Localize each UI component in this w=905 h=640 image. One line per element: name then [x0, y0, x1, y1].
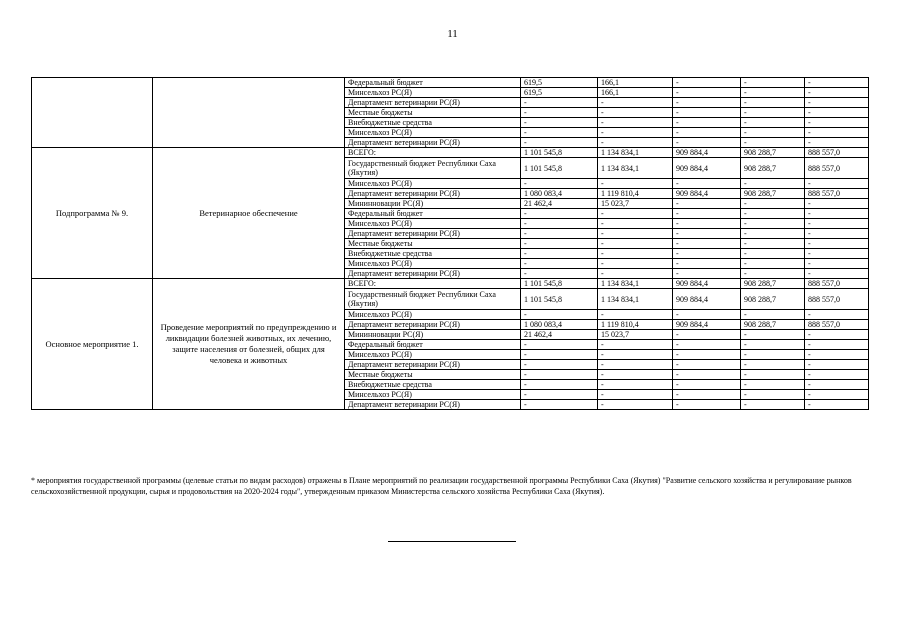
funding-source-cell: Федеральный бюджет — [345, 340, 521, 350]
value-cell: - — [741, 108, 805, 118]
value-cell: - — [741, 209, 805, 219]
value-cell: - — [741, 128, 805, 138]
value-cell: - — [521, 108, 598, 118]
value-cell: - — [673, 98, 741, 108]
value-cell: - — [805, 118, 869, 128]
funding-source-cell: Государственный бюджет Республики Саха (Якутия) — [345, 158, 521, 179]
value-cell: - — [521, 370, 598, 380]
value-cell: - — [598, 259, 673, 269]
value-cell: - — [741, 239, 805, 249]
value-cell: - — [805, 259, 869, 269]
value-cell: - — [673, 78, 741, 88]
value-cell: - — [805, 138, 869, 148]
funding-source-cell: Минсельхоз РС(Я) — [345, 128, 521, 138]
funding-source-cell: Минсельхоз РС(Я) — [345, 259, 521, 269]
value-cell: - — [805, 360, 869, 370]
funding-source-cell: ВСЕГО: — [345, 279, 521, 289]
funding-source-cell: Внебюджетные средства — [345, 249, 521, 259]
funding-source-cell: Минсельхоз РС(Я) — [345, 219, 521, 229]
value-cell: - — [741, 330, 805, 340]
value-cell: - — [741, 340, 805, 350]
value-cell: 909 884,4 — [673, 148, 741, 158]
value-cell: 909 884,4 — [673, 279, 741, 289]
value-cell: - — [521, 380, 598, 390]
value-cell: - — [673, 239, 741, 249]
value-cell: - — [521, 400, 598, 410]
value-cell: 1 101 545,8 — [521, 279, 598, 289]
value-cell: 888 557,0 — [805, 189, 869, 199]
value-cell: 908 288,7 — [741, 320, 805, 330]
value-cell: - — [521, 310, 598, 320]
value-cell: 909 884,4 — [673, 320, 741, 330]
value-cell: - — [805, 269, 869, 279]
value-cell: - — [598, 360, 673, 370]
value-cell: - — [805, 380, 869, 390]
value-cell: - — [741, 310, 805, 320]
funding-source-cell: Департамент ветеринарии РС(Я) — [345, 229, 521, 239]
value-cell: 909 884,4 — [673, 289, 741, 310]
value-cell: 909 884,4 — [673, 189, 741, 199]
value-cell: - — [805, 390, 869, 400]
value-cell: 888 557,0 — [805, 320, 869, 330]
value-cell: - — [673, 340, 741, 350]
funding-source-cell: ВСЕГО: — [345, 148, 521, 158]
table-row — [32, 148, 869, 158]
value-cell: - — [741, 370, 805, 380]
value-cell: - — [673, 138, 741, 148]
value-cell: - — [741, 219, 805, 229]
value-cell: - — [805, 98, 869, 108]
funding-source-cell: Государственный бюджет Республики Саха (Якутия) — [345, 289, 521, 310]
program-name-cell — [153, 78, 345, 148]
page-number: 11 — [447, 28, 458, 40]
value-cell: - — [598, 229, 673, 239]
value-cell: - — [521, 249, 598, 259]
value-cell: - — [598, 108, 673, 118]
value-cell: 908 288,7 — [741, 158, 805, 179]
value-cell: - — [805, 249, 869, 259]
value-cell: 1 134 834,1 — [598, 158, 673, 179]
value-cell: - — [741, 249, 805, 259]
program-name-cell: Ветеринарное обеспечение — [153, 148, 345, 279]
value-cell: - — [805, 340, 869, 350]
value-cell: - — [805, 350, 869, 360]
value-cell: - — [598, 118, 673, 128]
footnote-rule — [388, 541, 516, 542]
funding-source-cell: Федеральный бюджет — [345, 209, 521, 219]
value-cell: - — [805, 128, 869, 138]
value-cell: - — [598, 98, 673, 108]
value-cell: - — [598, 269, 673, 279]
value-cell: - — [598, 390, 673, 400]
funding-source-cell: Департамент ветеринарии РС(Я) — [345, 360, 521, 370]
value-cell: 1 080 083,4 — [521, 189, 598, 199]
value-cell: - — [673, 219, 741, 229]
value-cell: - — [521, 350, 598, 360]
value-cell: - — [741, 118, 805, 128]
budget-table — [31, 77, 869, 410]
table-row — [32, 279, 869, 289]
value-cell: - — [598, 138, 673, 148]
value-cell: - — [805, 310, 869, 320]
value-cell: - — [673, 330, 741, 340]
value-cell: 908 288,7 — [741, 279, 805, 289]
funding-source-cell: Минсельхоз РС(Я) — [345, 350, 521, 360]
funding-source-cell: Местные бюджеты — [345, 370, 521, 380]
value-cell: 908 288,7 — [741, 189, 805, 199]
value-cell: 1 134 834,1 — [598, 289, 673, 310]
table-row — [32, 78, 869, 88]
value-cell: - — [805, 78, 869, 88]
value-cell: - — [521, 239, 598, 249]
value-cell: - — [741, 360, 805, 370]
program-cell: Подпрограмма № 9. — [32, 148, 153, 279]
value-cell: - — [805, 239, 869, 249]
value-cell: - — [741, 88, 805, 98]
value-cell: 888 557,0 — [805, 279, 869, 289]
value-cell: - — [673, 88, 741, 98]
value-cell: - — [805, 88, 869, 98]
program-cell: Основное мероприятие 1. — [32, 279, 153, 410]
value-cell: - — [521, 269, 598, 279]
value-cell: - — [521, 219, 598, 229]
value-cell: - — [741, 199, 805, 209]
value-cell: - — [673, 128, 741, 138]
funding-source-cell: Федеральный бюджет — [345, 78, 521, 88]
value-cell: - — [673, 259, 741, 269]
value-cell: 888 557,0 — [805, 158, 869, 179]
value-cell: 1 080 083,4 — [521, 320, 598, 330]
value-cell: - — [741, 78, 805, 88]
value-cell: 1 134 834,1 — [598, 148, 673, 158]
value-cell: 1 101 545,8 — [521, 148, 598, 158]
value-cell: - — [741, 229, 805, 239]
value-cell: - — [741, 98, 805, 108]
funding-source-cell: Мининновации РС(Я) — [345, 330, 521, 340]
value-cell: 15 023,7 — [598, 330, 673, 340]
value-cell: - — [805, 219, 869, 229]
value-cell: - — [805, 199, 869, 209]
value-cell: 1 101 545,8 — [521, 158, 598, 179]
funding-source-cell: Местные бюджеты — [345, 239, 521, 249]
value-cell: - — [598, 249, 673, 259]
value-cell: - — [741, 380, 805, 390]
value-cell: - — [598, 370, 673, 380]
value-cell: 888 557,0 — [805, 148, 869, 158]
value-cell: - — [521, 390, 598, 400]
value-cell: - — [673, 390, 741, 400]
value-cell: - — [673, 118, 741, 128]
value-cell: - — [521, 340, 598, 350]
value-cell: - — [741, 179, 805, 189]
value-cell: - — [673, 249, 741, 259]
value-cell: - — [673, 209, 741, 219]
value-cell: 909 884,4 — [673, 158, 741, 179]
value-cell: - — [805, 229, 869, 239]
funding-source-cell: Минсельхоз РС(Я) — [345, 179, 521, 189]
value-cell: - — [521, 128, 598, 138]
funding-source-cell: Департамент ветеринарии РС(Я) — [345, 269, 521, 279]
value-cell: - — [673, 269, 741, 279]
value-cell: - — [673, 199, 741, 209]
value-cell: - — [805, 330, 869, 340]
value-cell: 888 557,0 — [805, 289, 869, 310]
funding-source-cell: Департамент ветеринарии РС(Я) — [345, 320, 521, 330]
value-cell: - — [673, 229, 741, 239]
funding-source-cell: Внебюджетные средства — [345, 118, 521, 128]
value-cell: - — [521, 209, 598, 219]
value-cell: - — [521, 360, 598, 370]
value-cell: - — [521, 259, 598, 269]
value-cell: 908 288,7 — [741, 148, 805, 158]
funding-source-cell: Департамент ветеринарии РС(Я) — [345, 400, 521, 410]
value-cell: - — [521, 138, 598, 148]
value-cell: 1 134 834,1 — [598, 279, 673, 289]
program-name-cell: Проведение мероприятий по предупреждению и ликвидации болезней животных, их лечению, защите населения от болезней, общих для человека и животных — [153, 279, 345, 410]
value-cell: - — [805, 209, 869, 219]
value-cell: 1 101 545,8 — [521, 289, 598, 310]
value-cell: - — [598, 179, 673, 189]
value-cell: - — [805, 108, 869, 118]
value-cell: - — [673, 108, 741, 118]
funding-source-cell: Местные бюджеты — [345, 108, 521, 118]
value-cell: 1 119 810,4 — [598, 189, 673, 199]
funding-source-cell: Департамент ветеринарии РС(Я) — [345, 138, 521, 148]
funding-source-cell: Департамент ветеринарии РС(Я) — [345, 98, 521, 108]
value-cell: - — [598, 350, 673, 360]
funding-source-cell: Мининновации РС(Я) — [345, 199, 521, 209]
footnote: * мероприятия государственной программы (целевые статьи по видам расходов) отражены в Плане мероприятий по реализации государственной программы Республики Саха (Якутия) "Развитие сельского хозяйства и регулирование рынков сельскохозяйственной продукции, сырья и продовольствия на 2020-2024 годы", утвержденным приказом Министерства сельского хозяйства Республики Саха (Якутия). — [31, 476, 852, 496]
value-cell: 166,1 — [598, 78, 673, 88]
value-cell: 908 288,7 — [741, 289, 805, 310]
funding-source-cell: Минсельхоз РС(Я) — [345, 310, 521, 320]
value-cell: - — [521, 98, 598, 108]
funding-source-cell: Департамент ветеринарии РС(Я) — [345, 189, 521, 199]
value-cell: - — [741, 269, 805, 279]
value-cell: 1 119 810,4 — [598, 320, 673, 330]
value-cell: - — [598, 340, 673, 350]
value-cell: - — [741, 350, 805, 360]
funding-source-cell: Внебюджетные средства — [345, 380, 521, 390]
funding-source-cell: Минсельхоз РС(Я) — [345, 88, 521, 98]
value-cell: - — [673, 350, 741, 360]
value-cell: - — [598, 219, 673, 229]
value-cell: - — [673, 380, 741, 390]
value-cell: - — [741, 138, 805, 148]
value-cell: - — [805, 400, 869, 410]
value-cell: - — [673, 310, 741, 320]
value-cell: - — [741, 390, 805, 400]
value-cell: - — [598, 380, 673, 390]
value-cell: - — [598, 239, 673, 249]
value-cell: - — [673, 370, 741, 380]
funding-source-cell: Минсельхоз РС(Я) — [345, 390, 521, 400]
value-cell: - — [598, 128, 673, 138]
value-cell: - — [741, 259, 805, 269]
value-cell: - — [598, 209, 673, 219]
value-cell: - — [598, 310, 673, 320]
value-cell: - — [673, 400, 741, 410]
value-cell: - — [805, 370, 869, 380]
value-cell: 619,5 — [521, 78, 598, 88]
value-cell: 619,5 — [521, 88, 598, 98]
value-cell: - — [673, 360, 741, 370]
value-cell: 21 462,4 — [521, 330, 598, 340]
value-cell: - — [521, 229, 598, 239]
value-cell: - — [741, 400, 805, 410]
program-cell — [32, 78, 153, 148]
value-cell: - — [521, 118, 598, 128]
value-cell: 21 462,4 — [521, 199, 598, 209]
value-cell: - — [521, 179, 598, 189]
value-cell: - — [805, 179, 869, 189]
value-cell: - — [673, 179, 741, 189]
value-cell: 15 023,7 — [598, 199, 673, 209]
value-cell: - — [598, 400, 673, 410]
value-cell: 166,1 — [598, 88, 673, 98]
